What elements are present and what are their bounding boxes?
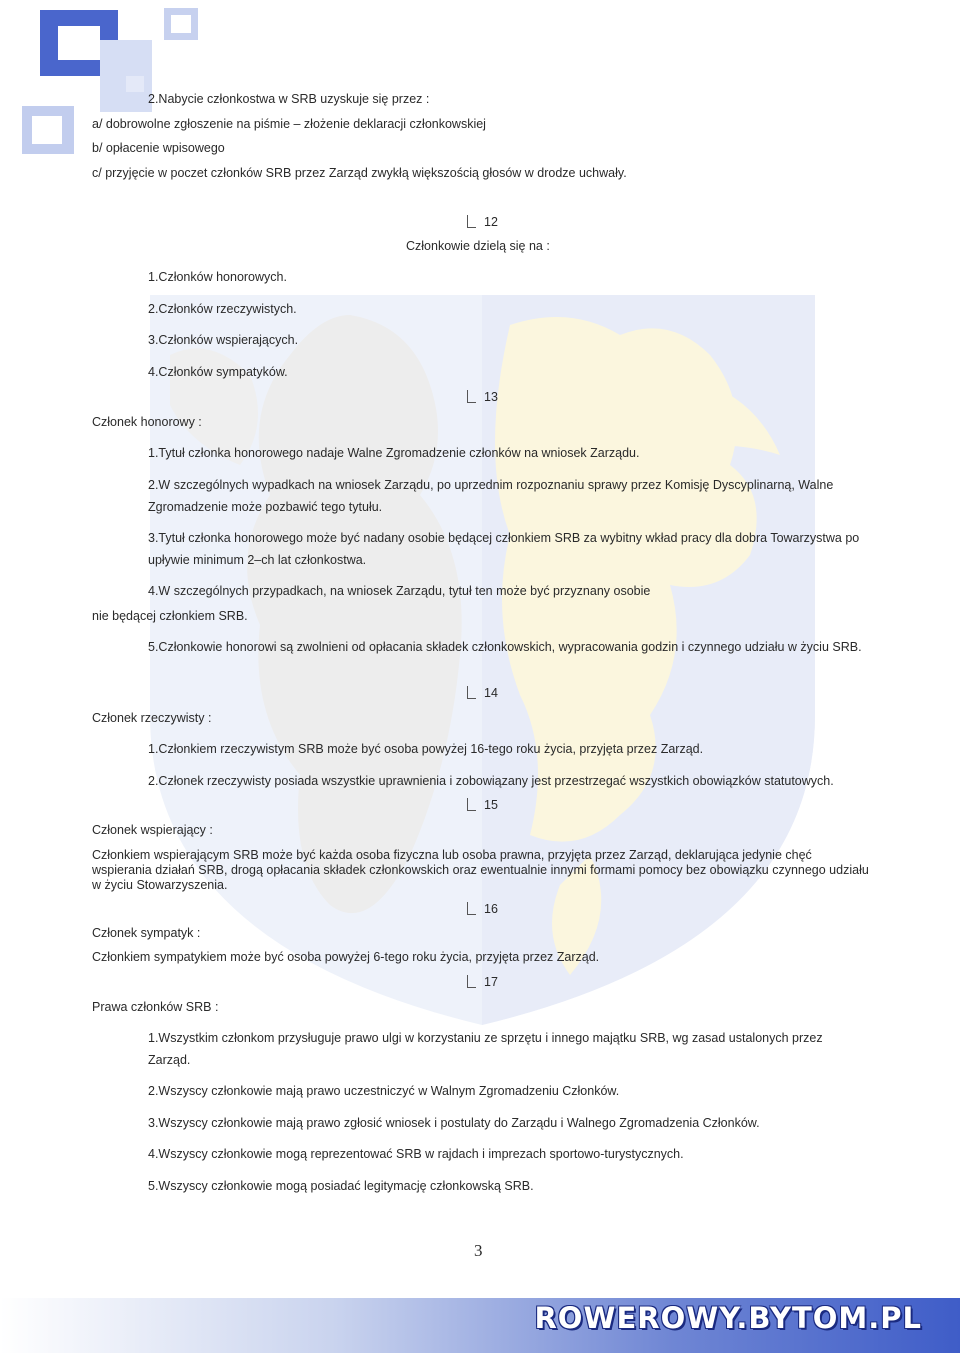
list-item: 2.Członków rzeczywistych.	[148, 302, 297, 316]
text-line: Członkowie dzielą się na :	[406, 239, 550, 253]
list-item: 2.Członek rzeczywisty posiada wszystkie uprawnienia i zobowiązany jest przestrzegać wszystkich obowiązków statutowych.	[148, 774, 834, 788]
paragraph: Członkiem sympatykiem może być osoba powyżej 6-tego roku życia, przyjęta przez Zarząd.	[92, 950, 600, 964]
section-heading: 17	[467, 975, 498, 990]
list-item: 4.Wszyscy członkowie mogą reprezentować SRB w rajdach i imprezach sportowo-turystycznych.	[148, 1147, 684, 1161]
section-label: Prawa członków SRB :	[92, 1000, 219, 1014]
section-heading: 12	[467, 215, 498, 230]
list-item: 2.W szczególnych wypadkach na wniosek Zarządu, po uprzednim rozpoznaniu sprawy przez Komisję Dyscyplinarną, Walne Zgromadzenie może pozbawić tego tytułu.	[148, 478, 834, 514]
section-sign-icon	[467, 215, 476, 228]
section-heading: 13	[467, 390, 498, 405]
section-label: Członek wspierający :	[92, 823, 213, 837]
list-item: 5.Wszyscy członkowie mogą posiadać legitymację członkowską SRB.	[148, 1179, 534, 1193]
paragraph: Członkiem wspierającym SRB może być każda osoba fizyczna lub osoba prawna, przyjęta przez Zarząd, deklarująca jedynie chęć wspierania działań SRB, drogą opłacania składek członkowskich oraz ewentualnie innymi formami pomocy bez obowiązku czynnego udziału w życiu Stowarzyszenia.	[92, 848, 869, 892]
text-line: nie będącej członkiem SRB.	[92, 609, 248, 623]
section-sign-icon	[467, 902, 476, 915]
list-item: 1.Członkiem rzeczywistym SRB może być osoba powyżej 16-tego roku życia, przyjęta przez Zarząd.	[148, 742, 704, 756]
section-label: Członek sympatyk :	[92, 926, 201, 940]
text-line: 2.Nabycie członkostwa w SRB uzyskuje się przez :	[148, 92, 430, 106]
section-label: Członek honorowy :	[92, 415, 202, 429]
section-heading: 14	[467, 686, 498, 701]
section-sign-icon	[467, 390, 476, 403]
text-line: b/ opłacenie wpisowego	[92, 141, 225, 155]
section-sign-icon	[467, 686, 476, 699]
list-item: 2.Wszyscy członkowie mają prawo uczestniczyć w Walnym Zgromadzeniu Członków.	[148, 1084, 620, 1098]
list-item: 3.Tytuł członka honorowego może być nadany osobie będącej członkiem SRB za wybitny wkład pracy dla dobra Towarzystwa po upływie minimum 2–ch lat członkostwa.	[148, 531, 860, 567]
section-sign-icon	[467, 798, 476, 811]
footer-brand: ROWEROWY.BYTOM.PL	[534, 1301, 922, 1335]
squares-logo-icon	[18, 6, 208, 156]
list-item: 3.Wszyscy członkowie mają prawo zgłosić wniosek i postulaty do Zarządu i Walnego Zgromadzenia Członków.	[148, 1116, 760, 1130]
list-item: 4.Członków sympatyków.	[148, 365, 288, 379]
page-number: 3	[474, 1241, 483, 1260]
section-heading: 16	[467, 902, 498, 917]
section-label: Członek rzeczywisty :	[92, 711, 212, 725]
text-line: a/ dobrowolne zgłoszenie na piśmie – złożenie deklaracji członkowskiej	[92, 117, 486, 131]
text-line: c/ przyjęcie w poczet członków SRB przez Zarząd zwykłą większością głosów w drodze uchwały.	[92, 166, 627, 180]
list-item: 1.Członków honorowych.	[148, 270, 287, 284]
list-item: 1.Wszystkim członkom przysługuje prawo ulgi w korzystaniu ze sprzętu i innego majątku SRB, wg zasad ustalonych przez Zarząd.	[148, 1031, 823, 1067]
list-item: 1.Tytuł członka honorowego nadaje Walne Zgromadzenie członków na wniosek Zarządu.	[148, 446, 640, 460]
section-sign-icon	[467, 975, 476, 988]
section-heading: 15	[467, 798, 498, 813]
list-item: 4.W szczególnych przypadkach, na wniosek Zarządu, tytuł ten może być przyznany osobie	[148, 584, 651, 598]
list-item: 3.Członków wspierających.	[148, 333, 299, 347]
list-item: 5.Członkowie honorowi są zwolnieni od opłacania składek członkowskich, wypracowania godzin i czynnego udziału w życiu SRB.	[148, 640, 862, 654]
